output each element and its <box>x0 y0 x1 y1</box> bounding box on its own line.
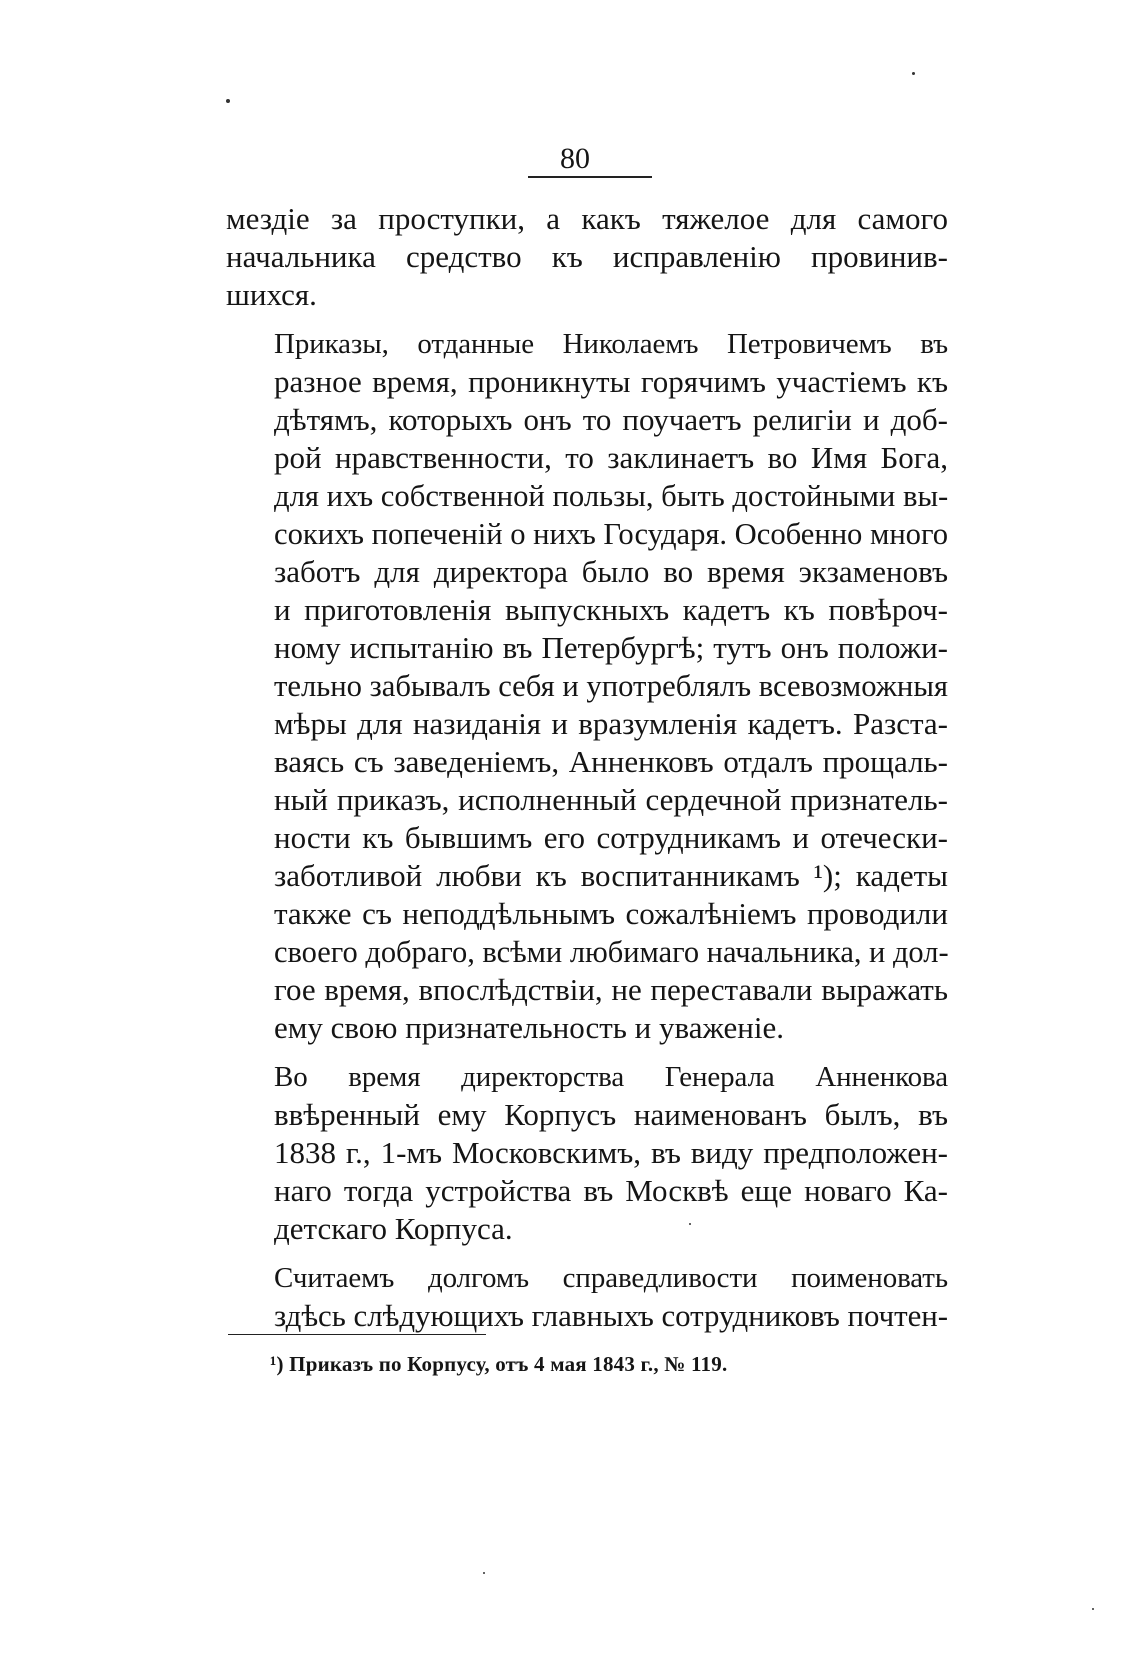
paragraph-3 <box>226 1058 948 1248</box>
text-line: ваясь съ заведеніемъ, Анненковъ отдалъ прощаль- <box>274 744 948 779</box>
scan-speck <box>483 1572 485 1574</box>
body-text <box>226 200 948 1335</box>
text-line: мѣры для назиданія и вразумленія кадетъ. Разста- <box>274 706 948 741</box>
text-line: ввѣренный ему Корпусъ наименованъ былъ, въ <box>274 1097 948 1132</box>
text-line: для ихъ собственной пользы, быть достойными вы- <box>274 479 949 513</box>
text-line: своего добраго, всѣми любимаго начальника, и дол- <box>274 935 949 969</box>
text-line: сокихъ попеченій о нихъ Государя. Особенно много <box>274 517 949 551</box>
text-line: ности къ бывшимъ его сотрудникамъ и отечески- <box>274 820 948 855</box>
paragraph-1 <box>226 200 948 314</box>
text-line: мездіе за проступки, а какъ тяжелое для самого <box>226 201 948 236</box>
text-line: гое время, впослѣдствіи, не переставали выражать <box>274 972 948 1007</box>
text-line: заботливой любви къ воспитанникамъ ¹); кадеты <box>274 858 948 893</box>
text-line: детскаго Корпуса. <box>274 1211 513 1246</box>
text-line: здѣсь слѣдующихъ главныхъ сотрудниковъ почтен- <box>274 1298 949 1333</box>
text-line: 1838 г., 1-мъ Московскимъ, въ виду предположен- <box>274 1135 948 1170</box>
text-line: Приказы, отданные Николаемъ Петровичемъ въ <box>274 328 948 360</box>
text-line: и приготовленія выпускныхъ кадетъ къ повѣроч- <box>274 592 948 627</box>
footnote-text: Приказъ по Корпусу, отъ 4 мая 1843 г., № 119. <box>289 1352 728 1376</box>
scan-speck <box>912 72 915 75</box>
footnote-rule <box>228 1334 486 1335</box>
text-line: дѣтямъ, которыхъ онъ то поучаетъ религіи и доб- <box>274 402 948 437</box>
text-line: заботъ для директора было во время экзаменовъ <box>274 554 948 589</box>
text-line: Во время директорства Генерала Анненкова <box>274 1061 948 1093</box>
text-line: ный приказъ, исполненный сердечной признатель- <box>274 782 948 817</box>
footnote <box>270 1350 910 1378</box>
page-number: 80 <box>560 142 590 175</box>
text-line: Считаемъ долгомъ справедливости поименовать <box>274 1262 948 1294</box>
text-line: шихся. <box>226 277 317 312</box>
text-line: рой нравственности, то заклинаетъ во Имя Бога, <box>274 440 948 475</box>
paragraph-2 <box>226 325 948 1047</box>
text-line: также съ неподдѣльнымъ сожалѣніемъ проводили <box>274 896 948 931</box>
text-line: наго тогда устройства въ Москвѣ еще новаго Ка- <box>274 1173 948 1208</box>
scan-speck <box>226 99 230 103</box>
scan-speck <box>1092 1608 1094 1610</box>
text-line: ному испытанію въ Петербургѣ; тутъ онъ положи- <box>274 630 948 665</box>
text-line: начальника средство къ исправленію провинив- <box>226 239 948 274</box>
text-line: ему свою признательность и уваженіе. <box>274 1010 784 1045</box>
page-number-rule <box>528 176 652 178</box>
paragraph-4 <box>226 1259 948 1335</box>
text-line: разное время, проникнуты горячимъ участіемъ къ <box>274 364 948 399</box>
footnote-marker: ¹) <box>270 1352 284 1376</box>
text-line: тельно забывалъ себя и употреблялъ всевозможныя <box>274 669 948 703</box>
